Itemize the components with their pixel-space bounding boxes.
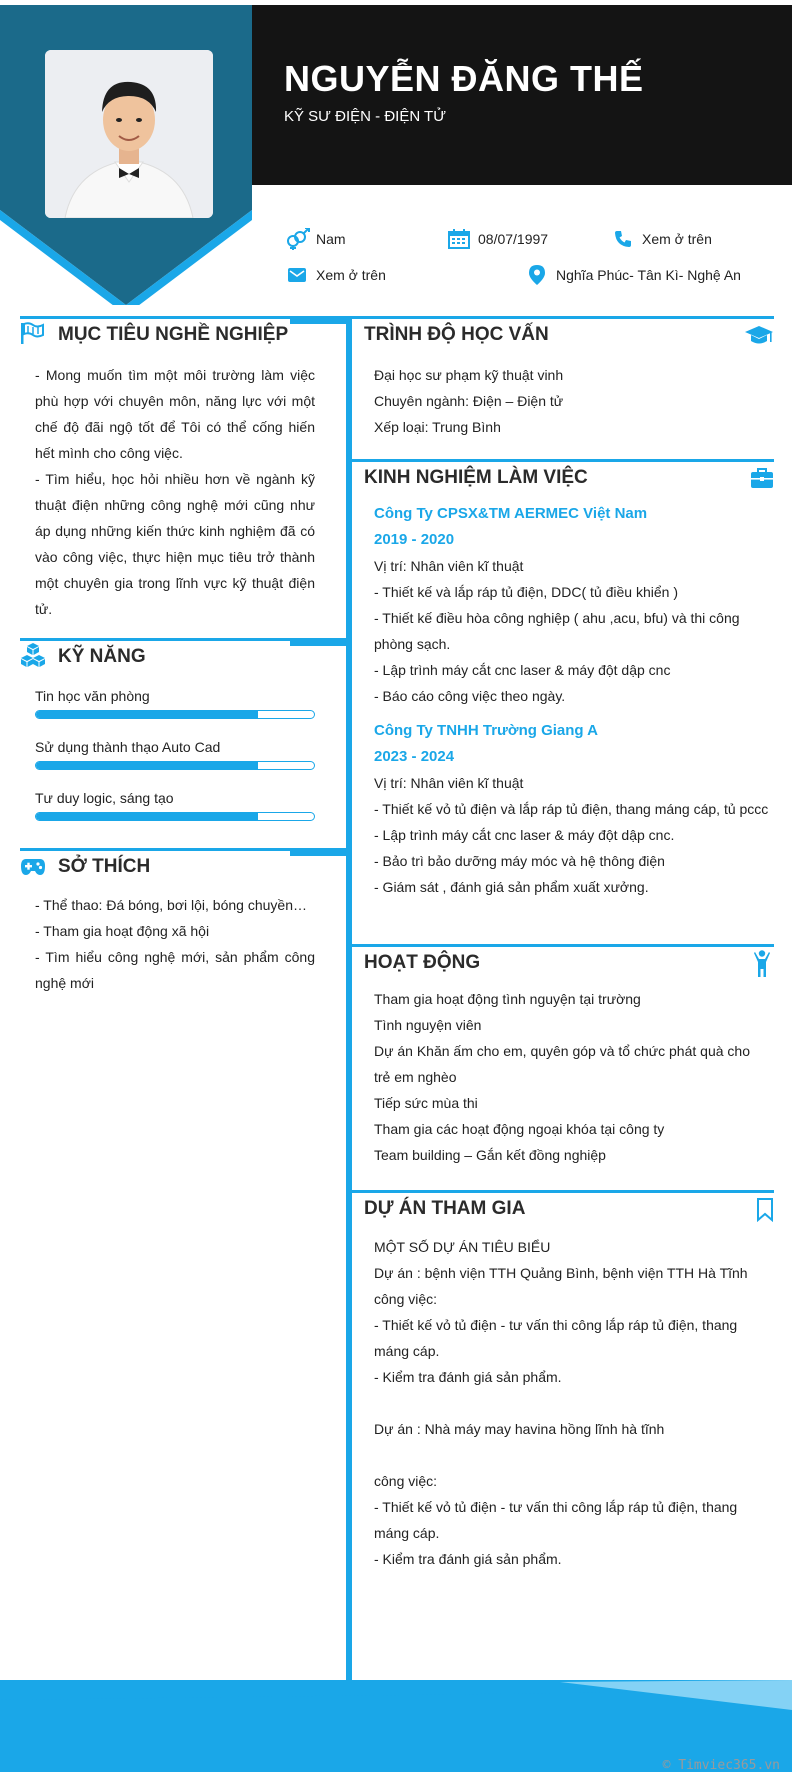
- gender-value: Nam: [316, 231, 346, 247]
- job-line: - Lập trình máy cắt cnc laser & máy đột dập cnc.: [374, 827, 675, 843]
- skill-label: Tư duy logic, sáng tạo: [35, 790, 174, 806]
- gamepad-icon: [20, 858, 46, 881]
- job-period: 2019 - 2020: [374, 531, 455, 548]
- section-rule: [352, 316, 774, 319]
- section-rule: [352, 459, 774, 462]
- section-experience: [352, 459, 774, 943]
- section-education: [352, 316, 774, 458]
- section-projects: [352, 1190, 774, 1610]
- birthday-value: 08/07/1997: [478, 231, 549, 247]
- objective-title: MỤC TIÊU NGHỀ NGHIỆP: [58, 324, 289, 345]
- project-spacer: [374, 1390, 769, 1416]
- section-rule: [352, 944, 774, 947]
- activity-line: Tham gia các hoạt động ngoại khóa tại công ty: [374, 1121, 665, 1137]
- job-line: - Lập trình máy cắt cnc laser & máy đột dập cnc: [374, 662, 671, 678]
- project-line: công việc:: [374, 1291, 438, 1307]
- avatar-illustration: [45, 50, 213, 218]
- activity-line: Tham gia hoạt động tình nguyện tại trường: [374, 991, 641, 1007]
- skill-item: [35, 688, 315, 719]
- info-email: [284, 264, 386, 286]
- project-line: công việc:: [374, 1473, 438, 1489]
- job-line: - Giám sát , đánh giá sản phẩm xuất xưởng.: [374, 879, 649, 895]
- phone-icon: [610, 228, 636, 250]
- objective-body: [35, 362, 315, 622]
- skill-bar: [35, 710, 315, 719]
- activity-line: Tình nguyện viên: [374, 1017, 482, 1033]
- graduation-cap-icon: [744, 324, 774, 353]
- cubes-icon: [20, 642, 46, 673]
- job-period: 2023 - 2024: [374, 748, 455, 765]
- job-line: - Thiết kế vỏ tủ điện và lắp ráp tủ điện, thang máng cáp, tủ pccc: [374, 801, 769, 817]
- email-value: Xem ở trên: [316, 267, 386, 283]
- education-line: Đại học sư phạm kỹ thuật vinh: [374, 367, 564, 383]
- project-line: - Thiết kế vỏ tủ điện - tư vấn thi công lắp ráp tủ điện, thang máng cáp.: [374, 1499, 738, 1541]
- skill-item: [35, 790, 315, 821]
- project-line: - Thiết kế vỏ tủ điện - tư vấn thi công lắp ráp tủ điện, thang máng cáp.: [374, 1317, 738, 1359]
- calendar-icon: [446, 228, 472, 250]
- email-icon: [284, 264, 310, 286]
- skill-bar: [35, 812, 315, 821]
- skill-label: Tin học văn phòng: [35, 688, 150, 704]
- experience-body: [374, 501, 769, 900]
- skill-bar-fill: [36, 762, 258, 769]
- job-line: - Báo cáo công việc theo ngày.: [374, 688, 566, 704]
- section-rule: [352, 1190, 774, 1193]
- project-line: - Kiểm tra đánh giá sản phẩm.: [374, 1369, 562, 1385]
- project-line: Dự án : bệnh viện TTH Quảng Bình, bệnh viện TTH Hà Tĩnh: [374, 1265, 748, 1281]
- section-skills: [20, 638, 346, 848]
- watermark: © Timviec365.vn: [662, 1758, 780, 1773]
- hobby-line: - Tham gia hoạt động xã hội: [35, 923, 210, 939]
- job-entry: [374, 718, 769, 900]
- person-icon: [754, 950, 770, 983]
- info-birthday: [446, 228, 548, 250]
- skill-bar-fill: [36, 813, 258, 820]
- profile-photo: [45, 50, 213, 218]
- experience-title: KINH NGHIỆM LÀM VIỆC: [364, 467, 588, 488]
- job-line: Vị trí: Nhân viên kĩ thuật: [374, 775, 524, 791]
- info-phone: [610, 228, 712, 250]
- bookmark-icon: [756, 1198, 774, 1227]
- map-pin-icon: [524, 264, 550, 286]
- projects-body: [374, 1234, 769, 1572]
- education-line: Xếp loại: Trung Bình: [374, 419, 501, 435]
- objective-paragraph: - Tìm hiểu, học hỏi nhiều hơn về ngành kỹ thuật điện những công nghệ mới cũng như áp dụng những kiến thức kinh nghiệm đã có vào công việc, thực hiện mục tiêu trở thành một chuyên gia trong lĩnh vực kỹ thuật điện tử.: [35, 471, 315, 617]
- info-gender: [284, 228, 346, 250]
- hobby-line: - Tìm hiểu công nghệ mới, sản phẩm công nghệ mới: [35, 949, 315, 991]
- address-value: Nghĩa Phúc- Tân Kì- Nghệ An: [556, 267, 741, 283]
- skill-bar: [35, 761, 315, 770]
- company-name: Công Ty TNHH Trường Giang A: [374, 722, 599, 739]
- phone-value: Xem ở trên: [642, 231, 712, 247]
- activities-body: [374, 986, 769, 1168]
- job-title: KỸ SƯ ĐIỆN - ĐIỆN TỬ: [284, 108, 447, 125]
- activity-line: Dự án Khăn ấm cho em, quyên góp và tổ chức phát quà cho trẻ em nghèo: [374, 1043, 750, 1085]
- job-entry: [374, 501, 769, 709]
- flag-icon: [20, 322, 44, 349]
- skills-title: KỸ NĂNG: [58, 646, 146, 667]
- job-line: - Thiết kế điều hòa công nghiệp ( ahu ,acu, bfu) và thi công phòng sạch.: [374, 610, 740, 652]
- hobbies-body: [35, 892, 315, 996]
- job-line: Vị trí: Nhân viên kĩ thuật: [374, 558, 524, 574]
- project-line: - Kiểm tra đánh giá sản phẩm.: [374, 1551, 562, 1567]
- education-body: [374, 362, 764, 440]
- section-tab: [290, 638, 346, 646]
- briefcase-icon: [750, 467, 774, 494]
- company-name: Công Ty CPSX&TM AERMEC Việt Nam: [374, 505, 648, 522]
- project-line: Dự án : Nhà máy may havina hồng lĩnh hà tĩnh: [374, 1421, 665, 1437]
- info-address: [524, 264, 741, 286]
- projects-title: DỰ ÁN THAM GIA: [364, 1198, 526, 1219]
- section-tab: [290, 848, 346, 856]
- activity-line: Tiếp sức mùa thi: [374, 1095, 478, 1111]
- hobby-line: - Thể thao: Đá bóng, bơi lội, bóng chuyền…: [35, 897, 307, 913]
- candidate-name: NGUYỄN ĐĂNG THẾ: [284, 58, 644, 99]
- job-line: - Thiết kế và lắp ráp tủ điện, DDC( tủ điều khiển ): [374, 584, 679, 600]
- skills-list: [35, 688, 315, 841]
- project-spacer: [374, 1442, 769, 1468]
- education-line: Chuyên ngành: Điện – Điện tử: [374, 393, 564, 409]
- section-activities: [352, 944, 774, 1186]
- project-line: MỘT SỐ DỰ ÁN TIÊU BIỂU: [374, 1239, 551, 1255]
- skill-item: [35, 739, 315, 770]
- activity-line: Team building – Gắn kết đồng nghiệp: [374, 1147, 606, 1163]
- objective-paragraph: - Mong muốn tìm một môi trường làm việc phù hợp với chuyên môn, năng lực với một chế độ đãi ngộ tốt để Tôi có thể cống hiến hết mình cho công việc.: [35, 367, 315, 461]
- skill-label: Sử dụng thành thạo Auto Cad: [35, 739, 221, 755]
- skill-bar-fill: [36, 711, 258, 718]
- education-title: TRÌNH ĐỘ HỌC VẤN: [364, 324, 549, 345]
- section-objective: [20, 316, 346, 636]
- activities-title: HOẠT ĐỘNG: [364, 952, 481, 973]
- job-line: - Bảo trì bảo dưỡng máy móc và hệ thông điện: [374, 853, 665, 869]
- section-tab: [290, 316, 346, 324]
- gender-icon: [284, 228, 310, 250]
- hobbies-title: SỞ THÍCH: [58, 856, 151, 877]
- section-hobbies: [20, 848, 346, 1008]
